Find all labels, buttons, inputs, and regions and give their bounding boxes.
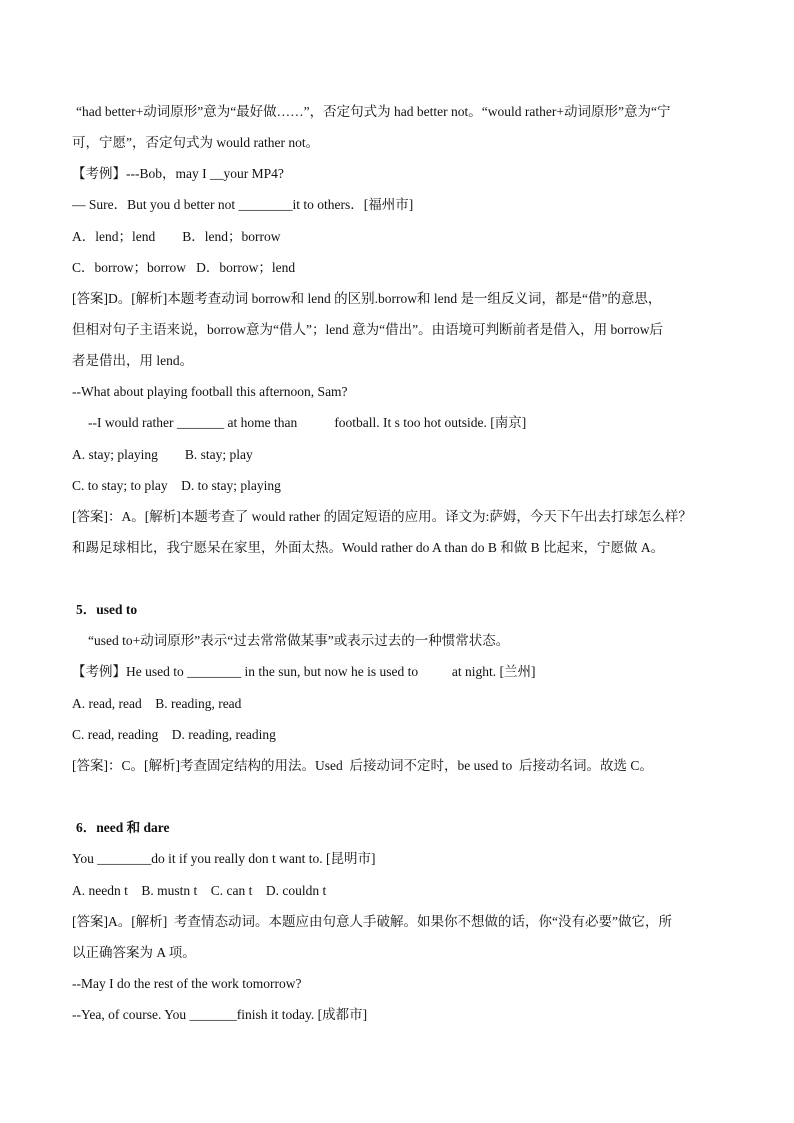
option-line: C. to stay; to play D. to stay; playing [72,478,281,493]
answer-line: [答案]A。[解析] 考查情态动词。本题应由句意人手破解。如果你不想做的话，你“没有必要”做它，所 [72,914,672,929]
answer-line: [答案]：A。[解析]本题考查了 would rather 的固定短语的应用。译文为:萨姆，今天下午出去打球怎么样？ [72,509,692,524]
example-line: 【考例】---Bob，may I __your MP4? [72,166,284,181]
text-line: --Yea, of course. You _______finish it today. [成都市] [72,1007,368,1022]
option-line: C．borrow；borrow D．borrow；lend [72,260,296,275]
option-line: A. stay; playing B. stay; play [72,447,253,462]
option-line: A．lend；lend B．lend；borrow [72,229,281,244]
answer-line: [答案]D。[解析]本题考查动词 borrow和 lend 的区别.borrow和 lend 是一组反义词，都是“借”的意思， [72,291,662,306]
example-line: 【考例】He used to ________ in the sun, but now he is used to at night. [兰州] [72,664,536,679]
answer-line: 和踢足球相比，我宁愿呆在家里，外面太热。Would rather do A than do B 和做 B 比起来，宁愿做 A。 [72,540,665,555]
section-heading: 5．used to [76,602,138,617]
section-heading: 6．need 和 dare [76,820,170,835]
answer-line: 者是借出，用 lend。 [72,353,194,368]
text-line: — Sure．But you d better not ________it to others．[福州市] [72,197,414,212]
text-line: 可，宁愿”，否定句式为 would rather not。 [72,135,320,150]
text-line: You ________do it if you really don t want to. [昆明市] [72,851,376,866]
answer-line: 但相对句子主语来说，borrow意为“借人”；lend 意为“借出”。由语境可判断前者是借入，用 borrow后 [72,322,663,337]
text-line: --What about playing football this afternoon, Sam? [72,384,348,399]
option-line: A. needn t B. mustn t C. can t D. couldn t [72,883,327,898]
text-line: --I would rather _______ at home than football. It s too hot outside. [南京] [88,415,527,430]
option-line: C. read, reading D. reading, reading [72,727,276,742]
text-line: “had better+动词原形”意为“最好做……”，否定句式为 had better not。“would rather+动词原形”意为“宁 [76,104,671,119]
text-line: “used to+动词原形”表示“过去常常做某事”或表示过去的一种惯常状态。 [88,633,510,648]
answer-line: 以正确答案为 A 项。 [72,945,196,960]
answer-line: [答案]：C。[解析]考查固定结构的用法。Used 后接动词不定时，be used to 后接动名词。故选 C。 [72,758,653,773]
option-line: A. read, read B. reading, read [72,696,242,711]
text-line: --May I do the rest of the work tomorrow? [72,976,302,991]
